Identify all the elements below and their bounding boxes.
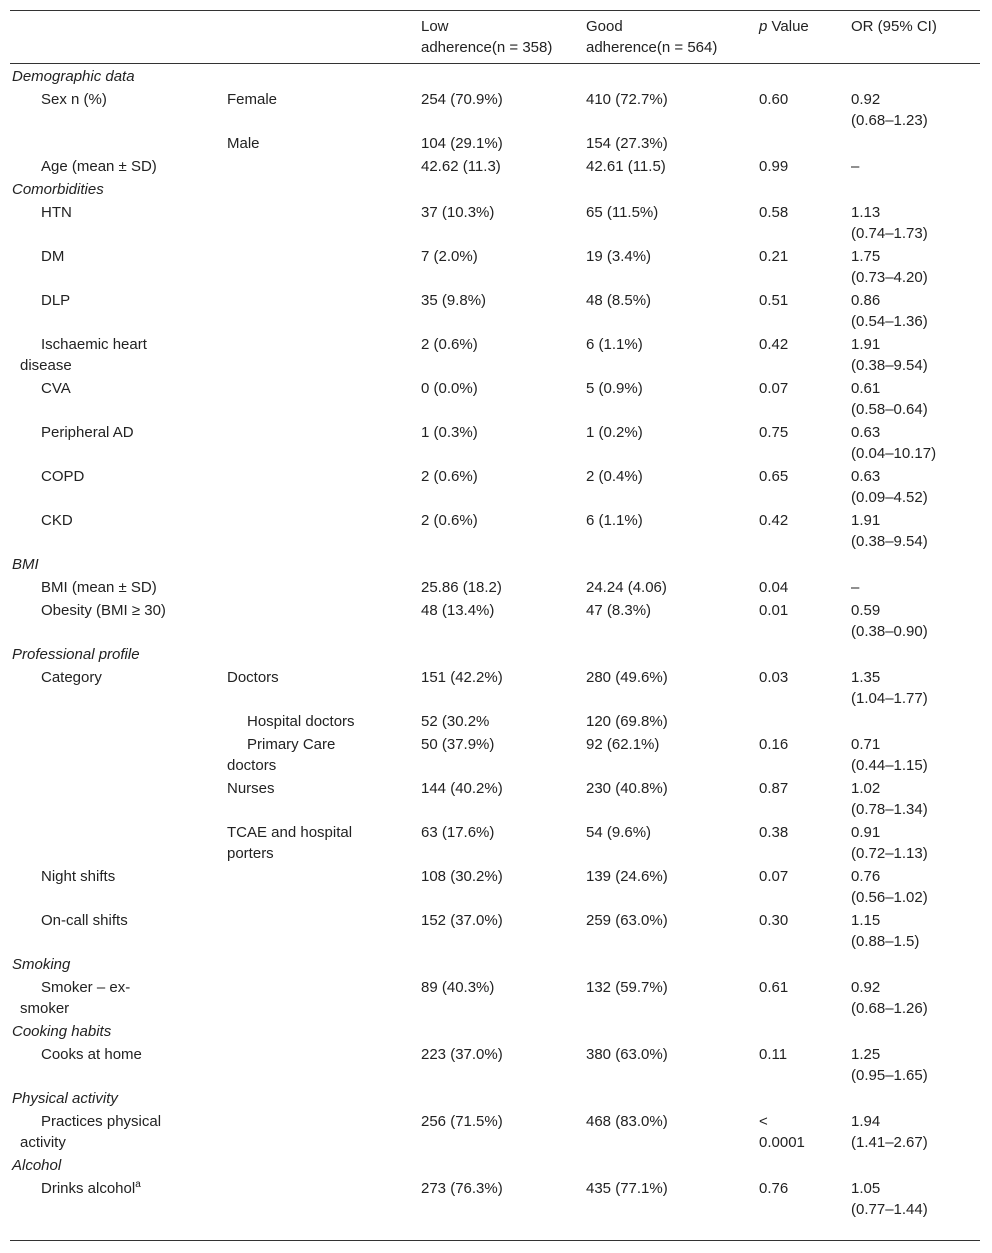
cell-line: 0.65	[759, 468, 789, 485]
header-good-adherence	[586, 16, 717, 58]
low-adherence-value: 254 (70.9%)	[421, 91, 503, 108]
low-adherence-value: 1 (0.3%)	[421, 424, 478, 441]
low-adherence-value: 256 (71.5%)	[421, 1113, 503, 1130]
section-heading: Demographic data	[12, 68, 135, 85]
cell-line: Peripheral AD	[41, 424, 134, 441]
low-adherence-value: 35 (9.8%)	[421, 292, 487, 309]
cell-line: 0.11	[759, 1046, 788, 1063]
cell-line: Night shifts	[41, 868, 116, 885]
low-adherence-value: 0 (0.0%)	[421, 380, 478, 397]
cell-line: 1.91	[851, 336, 881, 353]
cell-line: (0.38–9.54)	[851, 533, 928, 550]
cell-line: 0.60	[759, 91, 789, 108]
odds-ratio	[851, 1111, 928, 1153]
good-adherence-value: 139 (24.6%)	[586, 868, 668, 885]
cell-line: disease	[20, 357, 72, 374]
row-label	[20, 577, 157, 598]
header-low-adherence	[421, 16, 552, 58]
odds-ratio	[851, 577, 859, 598]
table-top-rule	[10, 10, 980, 11]
good-adherence-value: 280 (49.6%)	[586, 669, 668, 686]
p-value	[759, 246, 788, 267]
cell-line: 0.0001	[759, 1134, 805, 1151]
good-adherence-value: 380 (63.0%)	[586, 1046, 668, 1063]
row-label	[20, 422, 134, 443]
p-value	[759, 977, 788, 998]
section-heading: Physical activity	[12, 1090, 118, 1107]
p-value	[759, 734, 788, 755]
odds-ratio	[851, 866, 928, 908]
good-adherence-value: 154 (27.3%)	[586, 135, 668, 152]
cell-line: 0.21	[759, 248, 789, 265]
cell-line: (0.73–4.20)	[851, 269, 928, 286]
cell-line: 0.76	[759, 1180, 789, 1197]
low-adherence-value: 7 (2.0%)	[421, 248, 478, 265]
cell-line: 0.04	[759, 579, 789, 596]
row-label	[20, 290, 70, 311]
cell-line: 1.75	[851, 248, 881, 265]
low-adherence-value: 151 (42.2%)	[421, 669, 503, 686]
cell-line: Drinks alcohol$^a$	[41, 1179, 141, 1197]
low-adherence-value: 144 (40.2%)	[421, 780, 503, 797]
odds-ratio	[851, 1178, 928, 1220]
cell-line: smoker	[20, 1000, 70, 1017]
cell-line: 0.03	[759, 669, 789, 686]
cell-line: (0.72–1.13)	[851, 845, 928, 862]
row-sublabel	[227, 711, 355, 732]
cell-line: 0.99	[759, 158, 789, 175]
cell-line: Nurses	[227, 780, 275, 797]
cell-line: porters	[227, 845, 274, 862]
odds-ratio	[851, 1044, 928, 1086]
low-adherence-value: 152 (37.0%)	[421, 912, 503, 929]
good-adherence-value: 2 (0.4%)	[586, 468, 643, 485]
row-sublabel	[227, 133, 260, 154]
low-adherence-value: 2 (0.6%)	[421, 336, 478, 353]
odds-ratio	[851, 910, 919, 952]
row-sublabel	[227, 822, 352, 864]
cell-line: Practices physical	[41, 1113, 162, 1130]
cell-line: CKD	[41, 512, 73, 529]
odds-ratio	[851, 778, 928, 820]
good-adherence-value: 6 (1.1%)	[586, 336, 643, 353]
p-value	[759, 156, 788, 177]
cell-line: (0.04–10.17)	[851, 445, 937, 462]
p-value	[759, 667, 788, 688]
row-sublabel	[227, 734, 335, 776]
p-value	[759, 89, 788, 110]
header-low-line2: adherence(n = 358)	[421, 39, 553, 56]
footnote-marker: a	[135, 1179, 141, 1190]
cell-line: –	[851, 158, 860, 175]
header-p-rest: Value	[767, 18, 809, 35]
cell-line: (0.95–1.65)	[851, 1067, 928, 1084]
cell-line: 0.63	[851, 424, 881, 441]
row-label	[20, 600, 166, 621]
row-label	[20, 202, 72, 223]
good-adherence-value: 24.24 (4.06)	[586, 579, 667, 596]
cell-line: (0.09–4.52)	[851, 489, 928, 506]
p-value	[759, 822, 788, 843]
low-adherence-value: 2 (0.6%)	[421, 468, 478, 485]
header-p-italic: p	[759, 18, 768, 35]
low-adherence-value: 89 (40.3%)	[421, 979, 495, 996]
cell-line: 0.01	[759, 602, 789, 619]
good-adherence-value: 230 (40.8%)	[586, 780, 668, 797]
cell-line: 0.42	[759, 336, 789, 353]
row-label	[20, 977, 130, 1019]
p-value	[759, 778, 788, 799]
cell-line: 1.05	[851, 1180, 881, 1197]
p-value	[759, 422, 788, 443]
good-adherence-value: 5 (0.9%)	[586, 380, 643, 397]
row-label	[20, 510, 73, 531]
odds-ratio	[851, 89, 928, 131]
row-label	[20, 866, 115, 887]
row-label	[20, 89, 107, 110]
header-low-line1: Low	[421, 18, 449, 35]
cell-line: Ischaemic heart	[41, 336, 147, 353]
odds-ratio	[851, 334, 928, 376]
cell-line: (0.88–1.5)	[851, 933, 920, 950]
cell-line: activity	[20, 1134, 66, 1151]
good-adherence-value: 54 (9.6%)	[586, 824, 652, 841]
low-adherence-value: 48 (13.4%)	[421, 602, 495, 619]
good-adherence-value: 48 (8.5%)	[586, 292, 652, 309]
cell-line: 0.16	[759, 736, 789, 753]
p-value	[759, 1111, 805, 1153]
section-heading: Professional profile	[12, 646, 140, 663]
low-adherence-value: 273 (76.3%)	[421, 1180, 503, 1197]
row-label	[20, 466, 84, 487]
header-p-value	[759, 16, 809, 37]
good-adherence-value: 65 (11.5%)	[586, 204, 659, 221]
cell-line: 0.58	[759, 204, 789, 221]
row-sublabel	[227, 667, 279, 688]
p-value	[759, 1044, 787, 1065]
cell-line: (0.74–1.73)	[851, 225, 928, 242]
odds-ratio	[851, 734, 928, 776]
p-value	[759, 334, 788, 355]
odds-ratio	[851, 202, 928, 244]
cell-line: 0.61	[851, 380, 881, 397]
cell-line: 0.59	[851, 602, 881, 619]
p-value	[759, 378, 788, 399]
table-bottom-rule	[10, 1240, 980, 1241]
good-adherence-value: 1 (0.2%)	[586, 424, 643, 441]
header-rule	[10, 63, 980, 64]
cell-line: HTN	[41, 204, 72, 221]
cell-line: Obesity (BMI ≥ 30)	[41, 602, 166, 619]
cell-line: 1.91	[851, 512, 881, 529]
cell-line: (0.77–1.44)	[851, 1201, 928, 1218]
cell-line: 0.30	[759, 912, 789, 929]
odds-ratio	[851, 422, 936, 464]
p-value	[759, 910, 788, 931]
odds-ratio	[851, 977, 928, 1019]
cell-line: (1.41–2.67)	[851, 1134, 928, 1151]
cell-line: <	[759, 1113, 768, 1130]
cell-line: BMI (mean ± SD)	[41, 579, 157, 596]
section-heading: Smoking	[12, 956, 71, 973]
cell-line: DM	[41, 248, 65, 265]
cell-line: 1.35	[851, 669, 881, 686]
cell-line: 0.87	[759, 780, 789, 797]
cell-line: Hospital doctors	[247, 713, 355, 730]
good-adherence-value: 132 (59.7%)	[586, 979, 668, 996]
cell-line: (0.38–9.54)	[851, 357, 928, 374]
cell-line: 0.75	[759, 424, 789, 441]
good-adherence-value: 47 (8.3%)	[586, 602, 652, 619]
header-good-line2: adherence(n = 564)	[586, 39, 718, 56]
good-adherence-value: 42.61 (11.5)	[586, 158, 666, 175]
cell-line: 0.42	[759, 512, 789, 529]
low-adherence-value: 63 (17.6%)	[421, 824, 495, 841]
cell-line: Cooks at home	[41, 1046, 142, 1063]
good-adherence-value: 410 (72.7%)	[586, 91, 668, 108]
low-adherence-value: 25.86 (18.2)	[421, 579, 502, 596]
odds-ratio	[851, 378, 928, 420]
section-heading: Comorbidities	[12, 181, 104, 198]
cell-line: Category	[41, 669, 102, 686]
odds-ratio	[851, 246, 928, 288]
cell-line: 0.91	[851, 824, 881, 841]
odds-ratio	[851, 822, 928, 864]
low-adherence-value: 52 (30.2%	[421, 713, 490, 730]
good-adherence-value: 120 (69.8%)	[586, 713, 668, 730]
section-heading: BMI	[12, 556, 39, 573]
odds-ratio	[851, 466, 928, 508]
cell-line: Male	[227, 135, 260, 152]
cell-line: Female	[227, 91, 278, 108]
odds-ratio	[851, 156, 859, 177]
cell-line: 1.15	[851, 912, 881, 929]
cell-line: On-call shifts	[41, 912, 128, 929]
row-label	[20, 910, 128, 931]
odds-ratio	[851, 510, 928, 552]
row-label	[20, 1178, 141, 1199]
cell-line: doctors	[227, 757, 277, 774]
p-value	[759, 202, 788, 223]
row-sublabel	[227, 778, 275, 799]
low-adherence-value: 37 (10.3%)	[421, 204, 495, 221]
good-adherence-value: 6 (1.1%)	[586, 512, 643, 529]
section-heading: Cooking habits	[12, 1023, 112, 1040]
cell-line: (0.68–1.23)	[851, 112, 928, 129]
odds-ratio	[851, 290, 928, 332]
p-value	[759, 466, 788, 487]
cell-line: 1.13	[851, 204, 881, 221]
row-label	[20, 1111, 161, 1153]
cell-line: 0.63	[851, 468, 881, 485]
cell-line: COPD	[41, 468, 85, 485]
cell-line: Age (mean ± SD)	[41, 158, 157, 175]
cell-line: 0.86	[851, 292, 881, 309]
cell-line: 1.25	[851, 1046, 881, 1063]
low-adherence-value: 42.62 (11.3)	[421, 158, 501, 175]
cell-line: 0.61	[759, 979, 789, 996]
low-adherence-value: 223 (37.0%)	[421, 1046, 503, 1063]
good-adherence-value: 435 (77.1%)	[586, 1180, 668, 1197]
cell-line: Sex n (%)	[41, 91, 107, 108]
cell-line: 1.02	[851, 780, 881, 797]
cell-line: (0.68–1.26)	[851, 1000, 928, 1017]
low-adherence-value: 2 (0.6%)	[421, 512, 478, 529]
low-adherence-value: 50 (37.9%)	[421, 736, 495, 753]
cell-line: 0.51	[759, 292, 789, 309]
p-value	[759, 290, 788, 311]
cell-line: 0.38	[759, 824, 789, 841]
p-value	[759, 577, 788, 598]
cell-line: 0.92	[851, 91, 881, 108]
row-label	[20, 378, 71, 399]
p-value	[759, 866, 788, 887]
row-label	[20, 156, 157, 177]
cell-line: 0.07	[759, 380, 789, 397]
cell-line: Smoker – ex-	[41, 979, 131, 996]
p-value	[759, 600, 788, 621]
header-good-line1: Good	[586, 18, 623, 35]
cell-line: DLP	[41, 292, 71, 309]
odds-ratio	[851, 600, 928, 642]
good-adherence-value: 259 (63.0%)	[586, 912, 668, 929]
row-label	[20, 667, 102, 688]
cell-line: (0.38–0.90)	[851, 623, 928, 640]
row-label	[20, 1044, 142, 1065]
low-adherence-value: 104 (29.1%)	[421, 135, 503, 152]
cell-line: (0.58–0.64)	[851, 401, 928, 418]
cell-line: 0.07	[759, 868, 789, 885]
cell-line: TCAE and hospital	[227, 824, 353, 841]
cell-line: (1.04–1.77)	[851, 690, 928, 707]
cell-line: Doctors	[227, 669, 279, 686]
row-sublabel	[227, 89, 277, 110]
good-adherence-value: 468 (83.0%)	[586, 1113, 668, 1130]
cell-line: (0.54–1.36)	[851, 313, 928, 330]
row-label	[20, 246, 64, 267]
cell-line: CVA	[41, 380, 71, 397]
cell-line: (0.56–1.02)	[851, 889, 928, 906]
odds-ratio	[851, 667, 928, 709]
header-or: OR (95% CI)	[851, 18, 937, 35]
cell-line: Primary Care	[247, 736, 336, 753]
p-value	[759, 510, 788, 531]
cell-line: (0.44–1.15)	[851, 757, 928, 774]
cell-line: 0.71	[851, 736, 881, 753]
low-adherence-value: 108 (30.2%)	[421, 868, 503, 885]
cell-line: 0.92	[851, 979, 881, 996]
p-value	[759, 1178, 788, 1199]
good-adherence-value: 92 (62.1%)	[586, 736, 660, 753]
row-label	[20, 334, 147, 376]
cell-line: 1.94	[851, 1113, 881, 1130]
cell-line: 0.76	[851, 868, 881, 885]
cell-line: –	[851, 579, 860, 596]
good-adherence-value: 19 (3.4%)	[586, 248, 652, 265]
section-heading: Alcohol	[12, 1157, 62, 1174]
cell-line: (0.78–1.34)	[851, 801, 928, 818]
